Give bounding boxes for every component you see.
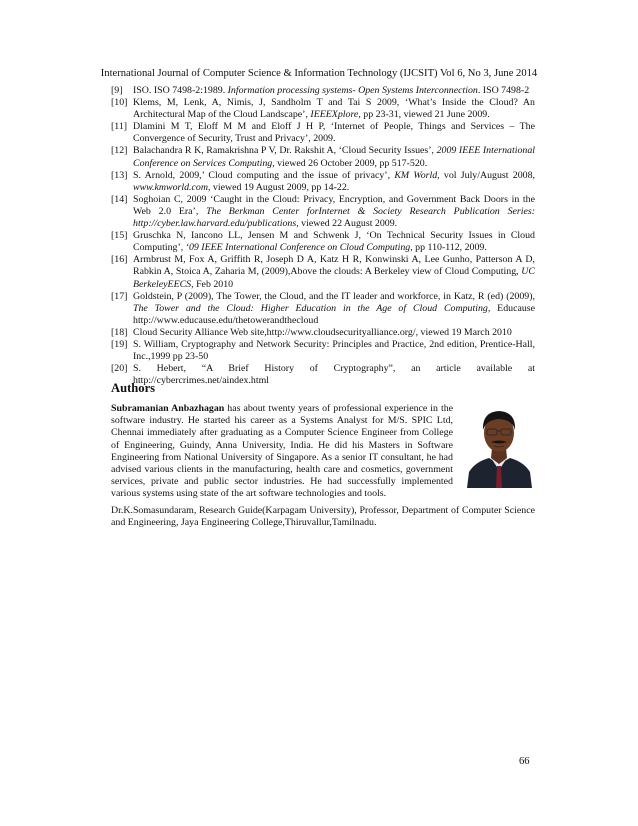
reference-number: [11]: [111, 121, 128, 133]
reference-number: [14]: [111, 193, 128, 205]
author-name: Subramanian Anbazhagan: [111, 403, 225, 414]
reference-text: [133, 145, 535, 169]
reference-text-part: . ISO 7498-2: [477, 85, 530, 96]
reference-italic-text: 2009 IEEE International Conference on Services Computing: [133, 145, 536, 169]
reference-list: [111, 85, 535, 387]
reference-text-part: S. Arnold, 2009,’ Cloud computing and the issue of privacy’,: [133, 169, 395, 181]
reference-text-part: Armbrust M, Fox A, Griffith R, Joseph D A, Katz H R, Konwinski A, Lee Gunho, Patterson A D, Rabkin A, Stoica A, Zaharia M, (2009),Above the clouds: A Berkeley view of Cloud Computing,: [133, 254, 535, 278]
reference-text: [133, 327, 535, 339]
reference-item: [111, 97, 535, 121]
reference-item: [111, 230, 535, 254]
reference-item: [111, 291, 535, 327]
reference-item: [111, 327, 535, 339]
reference-text-part: , vol July/August 2008,: [437, 169, 536, 181]
reference-text: [133, 363, 535, 387]
reference-number: [19]: [111, 338, 128, 350]
authors-heading: Authors: [111, 381, 156, 395]
reference-number: [9]: [111, 85, 123, 96]
reference-text-part: Balachandra R K, Ramakrishna P V, Dr. Rakshit A, ‘Cloud Security Issues’,: [133, 145, 437, 157]
reference-text-part: , pp 110-112, 2009.: [410, 242, 487, 254]
reference-italic-text: ‘09 IEEE International Conference on Cloud Computing: [185, 242, 411, 254]
reference-item: [111, 194, 535, 230]
page-number: 66: [519, 756, 530, 767]
reference-text-part: Dlamini M T, Eloff M M and Eloff J H P, ‘Internet of People, Things and Services – The Convergence of Security, Trust and Privacy’, 2009.: [133, 121, 535, 145]
reference-number: [16]: [111, 254, 128, 266]
author-photo: [465, 400, 534, 488]
reference-italic-text: The Berkman Center forInternet & Society Research Publication Series: http://cyber.law.harvard.edu/publications,: [133, 205, 536, 230]
reference-text-part: , pp 23-31, viewed 21 June 2009.: [358, 109, 490, 121]
reference-number: [20]: [111, 363, 128, 375]
reference-text-part: Gruschka N, Iancono LL, Jensen M and Schwenk J, ‘On Technical Security Issues in Cloud Computing’,: [133, 230, 535, 254]
reference-text: [133, 254, 535, 290]
reference-number: [18]: [111, 326, 128, 338]
reference-text-part: S. Hebert, “A Brief History of Cryptography”, an article available at http://cybercrimes.net/aindex.html: [133, 363, 535, 387]
reference-text: [133, 121, 535, 145]
reference-item: [111, 254, 535, 290]
reference-text: [133, 339, 535, 363]
reference-item: [111, 363, 535, 387]
reference-number: [10]: [111, 97, 128, 109]
reference-number: [13]: [111, 169, 128, 181]
reference-text-part: S. William, Cryptography and Network Security: Principles and Practice, 2nd edition, Prentice-Hall, Inc.,1999 pp 23-50: [133, 338, 535, 363]
reference-text: [133, 97, 535, 121]
reference-text: [133, 170, 535, 194]
reference-italic-text: www.kmworld.com,: [133, 181, 211, 193]
author-bio-somasundaram: Dr.K.Somasundaram, Research Guide(Karpagam University), Professor, Department of Computer Science and Engineering, Jaya Engineering College,Thiruvallur,Tamilnadu.: [111, 505, 535, 529]
journal-header: International Journal of Computer Science & Information Technology (IJCSIT) Vol 6, No 3, June 2014: [100, 68, 538, 79]
reference-text-part: Soghoian C, 2009 ‘Caught in the Cloud: Privacy, Encryption, and Government Back Doors in the Web 2.0 Era’,: [133, 193, 535, 217]
reference-italic-text: Information processing systems- Open Systems Interconnection: [227, 85, 478, 96]
reference-text-part: Cloud Security Alliance Web site,http://www.cloudsecurityalliance.org/, viewed 19 March 2010: [133, 326, 512, 338]
reference-text-part: viewed 19 August 2009, pp 14-22.: [210, 181, 350, 193]
reference-text-part: Klems, M, Lenk, A, Nimis, J, Sandholm T and Tai S 2009, ‘What’s Inside the Cloud? An Architectural Map of the Cloud Landscape’,: [133, 97, 535, 121]
reference-text: [133, 194, 535, 230]
author-bio-text: has about twenty years of professional experience in the software industry. He started his career as a Systems Analyst for M/S. SPIC Ltd, Chennai immediately after graduating as a Computer Science Engineer from College of Engineering, Guindy, Anna University, India. He did his Masters in Software Engineering from National University of Singapore. As a senior IT consultant, he had advised various clients in the manufacturing, health care and cosmetics, government services, private and public sector industries. He had successfully implemented various systems using state of the art software technologies and tools.: [111, 403, 454, 500]
reference-text: [133, 85, 535, 97]
reference-text-part: , Educause http://www.educause.edu/thetowerandthecloud: [133, 302, 535, 326]
author-bio-anbazhagan: [111, 403, 453, 501]
reference-text-part: , viewed 26 October 2009, pp 517-520.: [272, 157, 428, 169]
author-portrait-image: [465, 400, 534, 488]
reference-text-part: viewed 22 August 2009.: [298, 218, 398, 230]
reference-text: [133, 291, 535, 327]
reference-italic-text: IEEEXplore: [310, 109, 359, 121]
reference-text-part: , Feb 2010: [191, 278, 234, 290]
reference-number: [17]: [111, 290, 128, 302]
reference-text-part: Goldstein, P (2009), The Tower, the Cloud, and the IT leader and workforce, in Katz, R (ed) (2009),: [133, 290, 535, 302]
reference-italic-text: KM World: [394, 169, 438, 181]
reference-text: [133, 230, 535, 254]
reference-item: [111, 145, 535, 169]
reference-item: [111, 85, 535, 97]
reference-italic-text: The Tower and the Cloud: Higher Education in the Age of Cloud Computing: [133, 302, 488, 314]
reference-item: [111, 121, 535, 145]
reference-text-part: ISO. ISO 7498-2:1989.: [133, 85, 228, 96]
reference-number: [15]: [111, 230, 128, 242]
reference-item: [111, 339, 535, 363]
reference-italic-text: UC BerkeleyEECS: [133, 266, 535, 290]
reference-number: [12]: [111, 145, 128, 157]
reference-item: [111, 170, 535, 194]
